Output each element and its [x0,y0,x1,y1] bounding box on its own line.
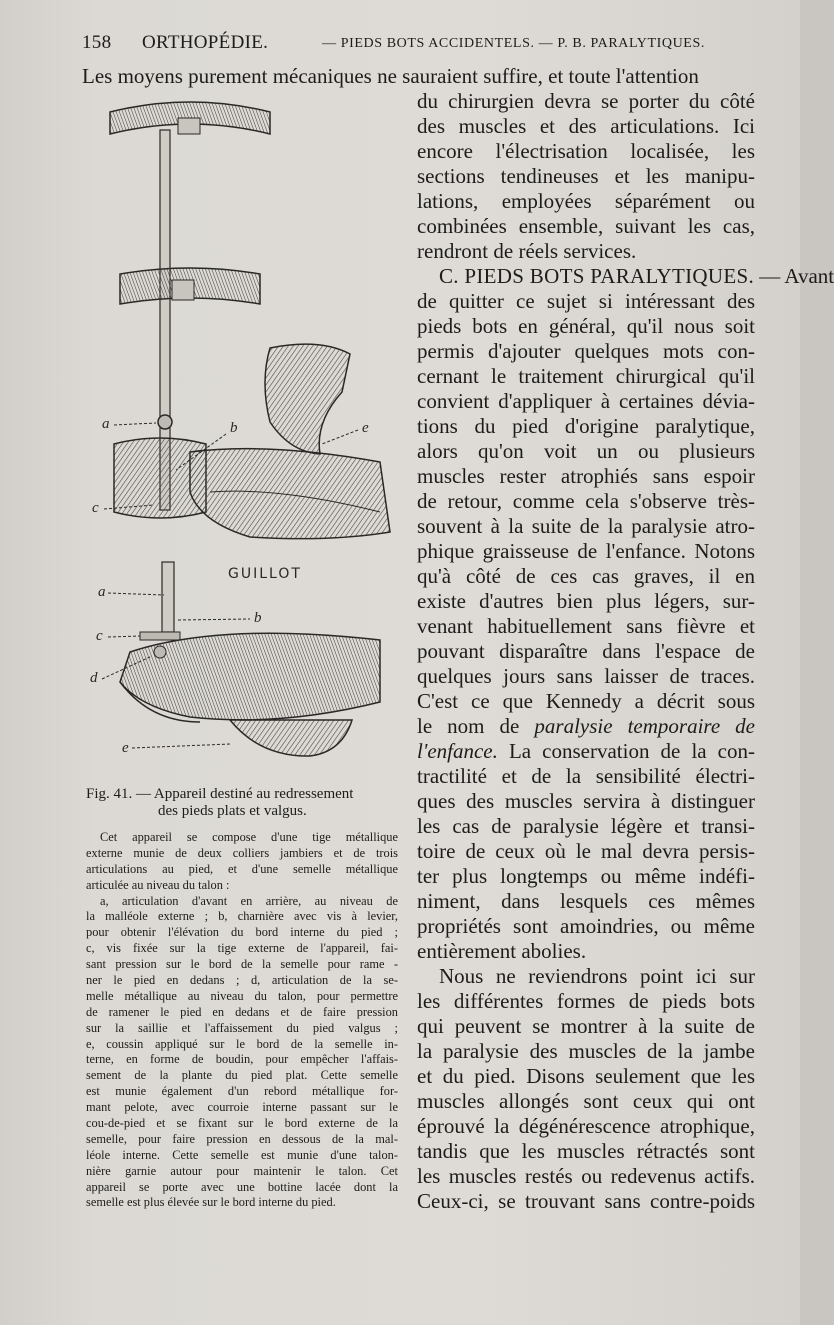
body-line: entièrement abolies. [417,939,587,963]
label-b: b [230,420,238,436]
body-line: éprouvé la dégénérescence atrophique, [417,1114,755,1138]
body-line: qu'à côté de ces cas graves, il en [417,564,755,588]
upper-sole [190,449,390,539]
caption-title-cont: des pieds plats et valgus. [158,803,307,819]
desc-line: articulations au pied, et d'une semelle métallique [86,861,398,876]
body-line: pouvant disparaître dans l'espace de [417,639,755,663]
body-line: existe d'autres bien plus légers, sur- [417,589,755,613]
lower-rod-stub [140,562,180,640]
body-line: tions du pied d'origine paralytique, [417,414,755,438]
body-line: Nous ne reviendrons point ici sur [439,964,755,988]
figure-description [86,830,398,1211]
label-b-lower: b [254,610,262,626]
body-line: toire de ceux où le mal devra persis- [417,839,755,863]
body-line: convient d'appliquer à certaines dévia- [417,389,755,413]
desc-line: terne, en forme de boudin, pour empêcher l'affais- [86,1052,398,1067]
body-line: des muscles et des articulations. Ici [417,114,755,138]
body-line: encore l'électrisation localisée, les [417,139,755,163]
body-line: alors qu'on voit un ou plusieurs [417,439,755,463]
body-line: Ceux-ci, se trouvant sans contre-poids [417,1189,755,1213]
body-line: les cas de paralysie légère et transi- [417,814,755,838]
label-c: c [92,500,99,516]
body-line: sections tendineuses et les manipu- [417,164,755,188]
body-line: pieds bots en général, qu'il nous soit [417,314,755,338]
body-line: qui peuvent se montrer à la suite de [417,1014,755,1038]
desc-line: pour obtenir l'élévation du bord interne du pied ; [86,925,398,940]
italic-term: paralysie temporaire de [534,714,755,738]
body-line-italic: l'enfance. La conservation de la con- [417,739,755,763]
orthopedic-brace-illustration [80,92,400,782]
body-line: les différentes formes de pieds bots [417,989,755,1013]
cushion-pad [265,344,350,454]
upper-collar [110,102,270,134]
desc-line: mant pelote, avec courroie interne passant sur le [86,1100,398,1115]
body-line: les muscles restés ou redevenus actifs. [417,1164,755,1188]
desc-line: est munie également d'un rebord métallique for- [86,1084,398,1099]
body-line: de retour, comme cela s'observe très- [417,489,755,513]
desc-line: appareil se porte avec une bottine lacée dont la [86,1179,398,1194]
body-line: et du pied. Disons seulement que les [417,1064,755,1088]
middle-collar [120,268,260,304]
body-line: muscles rester atrophiés sans espoir [417,464,755,488]
desc-line: semelle, pour faire pression en dessous de la mal- [86,1131,398,1146]
body-line: la paralysie des muscles de la jambe [417,1039,755,1063]
body-line: C'est ce que Kennedy a décrit sous [417,689,755,713]
label-a: a [102,416,110,432]
engraver-signature: GUILLOT [228,566,302,582]
desc-line: sement de la plante du pied plat. Cette semelle [86,1068,398,1083]
desc-line: externe munie de deux colliers jambiers et de trois [86,845,398,860]
intro-line: Les moyens purement mécaniques ne sauraient suffire, et toute l'attention [82,64,699,88]
desc-line: ner le pied en dedans ; d, articulation de la se- [86,973,398,988]
body-column [417,89,834,1214]
desc-line: nière garnie autour pour maintenir le talon. Cet [86,1163,398,1178]
desc-line: articulée au niveau du talon : [86,877,230,892]
label-e: e [362,420,369,436]
body-line: rendront de réels services. [417,239,637,263]
body-line: souvent à la suite de la paralysie atro- [417,514,755,538]
caption-title: Fig. 41. — Appareil destiné au redressement [86,786,354,802]
figure-caption [86,786,398,820]
body-line: permis d'ajouter quelques mots con- [417,339,755,363]
label-a-lower: a [98,584,106,600]
desc-line: c, vis fixée sur la tige externe de l'appareil, fai- [86,941,398,956]
body-line: tandis que les muscles rétractés sont [417,1139,755,1163]
desc-line: semelle est plus élevée sur le bord interne du pied. [86,1195,336,1210]
lower-cushion [230,720,352,756]
body-line: niment, dans lesquels ces mêmes [417,889,755,913]
desc-line: léole interne. Cette semelle est munie d'une talon- [86,1147,398,1162]
running-header [82,32,722,58]
desc-line: sur la saillie et l'affaissement du pied valgus ; [86,1020,398,1035]
body-line: propriétés sont amoindries, ou même [417,914,755,938]
header-title: ORTHOPÉDIE. [142,32,269,53]
desc-line: de ramener le pied en dedans et de faire pression [86,1004,398,1019]
desc-line: sant pression sur le bord de la semelle pour rame - [86,957,398,972]
heel-joint-d [154,646,166,658]
italic-term: l'enfance. [417,739,498,763]
joint-a [158,415,172,429]
body-line: combinées ensemble, suivant les cas, [417,214,755,238]
body-line: lations, employées séparément ou [417,189,755,213]
desc-line: Cet appareil se compose d'une tige métallique [100,830,398,844]
body-line: cernant le traitement chirurgical qu'il [417,364,755,388]
body-line: ques des muscles servira à distinguer [417,789,755,813]
desc-line: la malléole externe ; b, charnière avec vis à levier, [86,909,398,924]
desc-line: cou-de-pied et se fixant sur le bord externe de la [86,1116,398,1131]
body-line: venant habituellement sans fièvre et [417,614,755,638]
section-heading: C. PIEDS BOTS PARALYTIQUES. [439,264,755,288]
body-line: quelques jours sans laisser de traces. [417,664,755,688]
body-line: muscles allongés sont ceux qui ont [417,1089,755,1113]
page-number: 158 [82,32,112,53]
body-line: du chirurgien devra se porter du côté [417,89,755,113]
label-d-lower: d [90,670,98,686]
desc-line: e, coussin appliqué sur le bord de la semelle in- [86,1036,398,1051]
body-line: ter plus longtemps ou même indéfi- [417,864,755,888]
header-subtitle: — PIEDS BOTS ACCIDENTELS. — P. B. PARALYTIQUES. [322,36,705,51]
body-line: tractilité et de la sensibilité électri- [417,764,755,788]
section-heading-line: C. PIEDS BOTS PARALYTIQUES. — Avant [439,264,834,288]
body-line: de quitter ce sujet si intéressant des [417,289,755,313]
desc-line: melle métallique au niveau du talon, pour permettre [86,988,398,1003]
body-line: phique graisseuse de l'enfance. Notons [417,539,755,563]
desc-line: a, articulation d'avant en arrière, au niveau de [100,893,398,908]
body-line-italic: le nom de paralysie temporaire de [417,714,755,738]
figure-41-engraving [80,92,400,782]
label-e-lower: e [122,740,129,756]
label-c-lower: c [96,628,103,644]
